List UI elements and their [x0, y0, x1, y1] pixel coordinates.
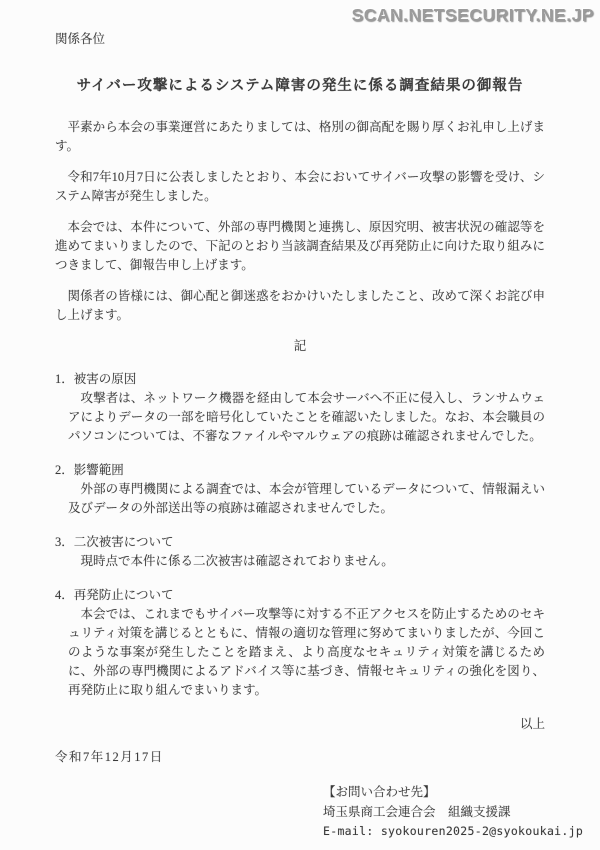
intro-paragraph-apology: 関係者の皆様には、御心配と御迷惑をおかけいたしましたこと、改めて深くお詫び申し上げます。	[55, 289, 545, 322]
document-date: 令和7年12月17日	[55, 750, 164, 764]
section-secondary-damage	[55, 533, 545, 571]
section-heading: 1．被害の原因	[55, 372, 137, 386]
section-body: 攻撃者は、ネットワーク機器を経由して本会サーバへ不正に侵入し、ランサムウェアによりデータの一部を暗号化していたことを確認いたしました。なお、本会職員のパソコンについては、不審なファイルやマルウェアの痕跡は確認されませんでした。	[68, 391, 545, 443]
intro-paragraph-incident: 令和7年10月7日に公表しましたとおり、本会においてサイバー攻撃の影響を受け、システム障害が発生しました。	[55, 170, 545, 203]
record-marker: 記	[293, 339, 307, 353]
contact-organization: 埼玉県商工会連合会 組織支援課	[323, 804, 511, 819]
intro-paragraph-greeting: 平素から本会の事業運営にあたりましては、格別の御高配を賜り厚くお礼申し上げます。	[55, 120, 545, 153]
contact-email-address: syokouren2025-2@syokoukai.jp	[380, 824, 584, 838]
section-body: 外部の専門機関による調査では、本会が管理しているデータについて、情報漏えい及びデータの外部送出等の痕跡は確認されませんでした。	[68, 482, 545, 515]
section-damage-cause	[55, 370, 545, 446]
addressee: 関係各位	[55, 32, 106, 46]
contact-block	[323, 783, 584, 842]
contact-email-label: E-mail:	[323, 824, 374, 838]
scan-netsecurity-watermark: SCAN.NETSECURITY.NE.JP	[351, 5, 594, 25]
section-body: 現時点で本件に係る二次被害は確認されておりません。	[80, 554, 394, 568]
section-heading: 2．影響範囲	[55, 463, 124, 477]
document-content	[55, 30, 584, 842]
closing-mark: 以上	[519, 717, 545, 731]
section-body: 本会では、これまでもサイバー攻撃等に対する不正アクセスを防止するためのセキュリティ対策を講じるとともに、情報の適切な管理に努めてまいりましたが、今回このような事案が発生したことを踏まえ、より高度なセキュリティ対策を講じるために、外部の専門機関によるアドバイス等に基づき、情報セキュリティの強化を図り、再発防止に取り組んでまいります。	[68, 607, 545, 697]
section-heading: 3．二次被害について	[55, 535, 174, 549]
contact-heading: 【お問い合わせ先】	[323, 785, 436, 799]
contact-email-line	[323, 822, 584, 842]
section-impact-scope	[55, 461, 545, 518]
section-recurrence-prevention	[55, 586, 545, 700]
section-heading: 4．再発防止について	[55, 588, 174, 602]
document-title: サイバー攻撃によるシステム障害の発生に係る調査結果の御報告	[76, 78, 524, 94]
intro-paragraph-investigation: 本会では、本件について、外部の専門機関と連携し、原因究明、被害状況の確認等を進めてまいりましたので、下記のとおり当該調査結果及び再発防止に向けた取り組みにつきまして、御報告申し上げます。	[55, 220, 545, 272]
